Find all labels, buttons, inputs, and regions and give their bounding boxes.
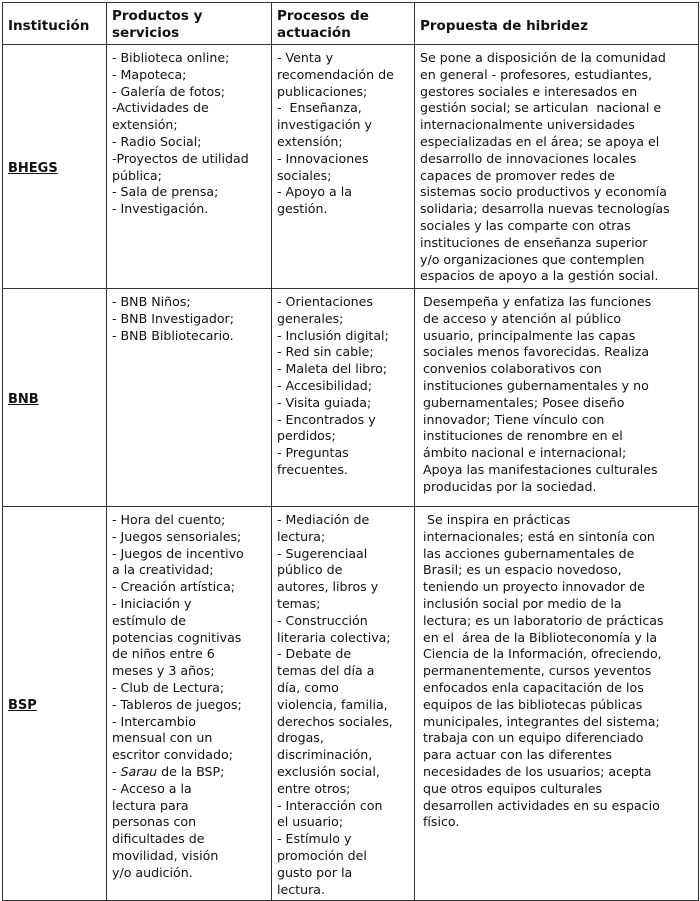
processes-line: temas del día a	[277, 663, 375, 679]
processes-line: investigación y	[277, 117, 372, 133]
products-line: - Intercambio	[112, 713, 196, 729]
products-cell	[107, 45, 272, 289]
processes-line: exclusión social,	[277, 763, 380, 779]
processes-line: autores, libros y	[277, 579, 379, 595]
processes-line: promoción del	[277, 847, 367, 863]
proposal-line: Se pone a disposición de la comunidad	[420, 50, 666, 65]
products-line: movilidad, visión	[112, 847, 219, 863]
processes-line: - Visita guiada;	[277, 394, 372, 410]
processes-line: - Maleta del libro;	[277, 361, 388, 377]
processes-line: publicaciones;	[277, 83, 368, 99]
proposal-line: usuario, principalmente las capas	[423, 327, 636, 343]
proposal-line: Brasil; es un espacio novedoso,	[423, 562, 622, 578]
products-line: - BNB Bibliotecario.	[112, 327, 234, 343]
processes-line: público de	[277, 562, 343, 578]
italic-term: Sarau	[120, 763, 158, 779]
proposal-line: trabaja con un equipo diferenciado	[423, 730, 644, 746]
proposal-line: espacios de apoyo a la gestión social.	[420, 268, 659, 284]
products-line: escritor convidado;	[112, 747, 233, 763]
institutions-table	[2, 2, 699, 901]
products-line	[112, 764, 266, 781]
processes-cell	[272, 289, 415, 507]
processes-line: lectura.	[277, 881, 325, 897]
processes-line: - Sugerenciaal	[277, 545, 368, 561]
proposal-line: Se inspira en prácticas	[423, 512, 571, 527]
products-line: -Proyectos de utilidad	[112, 150, 249, 166]
proposal-cell	[415, 507, 699, 901]
line-part: de la BSP;	[157, 763, 225, 779]
products-line: - Hora del cuento;	[112, 512, 226, 527]
table-row	[3, 289, 699, 507]
processes-line: - Venta y	[277, 50, 334, 65]
processes-line: literaria colectiva;	[277, 629, 391, 645]
products-line: - Biblioteca online;	[112, 50, 230, 65]
proposal-line: instituciones de renombre en el	[423, 428, 623, 444]
proposal-line: inclusión social por medio de la	[423, 595, 622, 611]
products-line: y/o audición.	[112, 864, 193, 880]
proposal-line: gestores sociales e interesados en	[420, 83, 638, 99]
processes-line: lectura;	[277, 528, 326, 544]
processes-line: - Interacción con	[277, 797, 383, 813]
proposal-line: sociales y las comparte con otras	[420, 217, 631, 233]
products-line: dificultades de	[112, 831, 205, 847]
products-line: - Club de Lectura;	[112, 679, 225, 695]
proposal-line: que otros equipos culturales	[423, 780, 603, 796]
proposal-line: lectura; es un laboratorio de prácticas	[423, 612, 664, 628]
products-cell	[107, 289, 272, 507]
proposal-line: en el área de la Biblioteconomía y la	[423, 629, 658, 645]
proposal-line: en general - profesores, estudiantes,	[420, 66, 653, 82]
proposal-line: instituciones de enseñanza superior	[420, 234, 648, 250]
processes-line: - Orientaciones	[277, 294, 373, 309]
proposal-line: equipos de las bibliotecas públicas	[423, 696, 643, 712]
proposal-line: de acceso y atención al público	[423, 310, 622, 326]
proposal-line: solidaria; desarrolla nuevas tecnologías	[420, 201, 670, 217]
processes-line: violencia, familia,	[277, 696, 388, 712]
header-institution: Institución	[3, 3, 107, 45]
products-line: a la creatividad;	[112, 562, 214, 578]
products-line: mensual con un	[112, 730, 213, 746]
header-processes	[272, 3, 415, 45]
header-row	[3, 3, 699, 45]
table-row	[3, 45, 699, 289]
proposal-line: gestión social; se articulan nacional e	[420, 100, 662, 116]
processes-line: - Debate de	[277, 646, 352, 662]
proposal-line: desarrollen actividades en su espacio	[423, 797, 660, 813]
products-line: - BNB Investigador;	[112, 310, 234, 326]
processes-cell	[272, 45, 415, 289]
products-line: - Acceso a la	[112, 780, 192, 796]
processes-cell	[272, 507, 415, 901]
processes-line: - Enseñanza,	[277, 100, 362, 116]
proposal-line: físico.	[423, 814, 460, 830]
processes-line: drogas,	[277, 730, 324, 746]
processes-line: discriminación,	[277, 747, 373, 763]
products-line: personas con	[112, 814, 197, 830]
proposal-line: sistemas socio productivos y economía	[420, 184, 667, 200]
products-line: - Juegos de incentivo	[112, 545, 244, 561]
proposal-line: y/o organizaciones que contemplen	[420, 251, 645, 267]
processes-line: - Encontrados y	[277, 411, 376, 427]
processes-line: sociales;	[277, 167, 332, 183]
products-line: - Creación artística;	[112, 579, 236, 595]
institution-name: BNB	[3, 289, 107, 507]
proposal-line: necesidades de los usuarios; acepta	[423, 763, 652, 779]
proposal-line: gubernamentales; Posee diseño	[423, 394, 625, 410]
processes-line: generales;	[277, 310, 344, 326]
processes-line: gestión.	[277, 201, 328, 217]
processes-line: - Construcción	[277, 612, 368, 628]
processes-line: - Apoyo a la	[277, 184, 352, 200]
products-line: - Radio Social;	[112, 133, 202, 149]
processes-line: - Innovaciones	[277, 150, 369, 166]
proposal-line: instituciones gubernamentales y no	[423, 377, 649, 393]
processes-line: - Preguntas	[277, 445, 349, 461]
processes-line: día, como	[277, 679, 339, 695]
proposal-line: internacionalmente universidades	[420, 117, 635, 133]
proposal-line: Apoya las manifestaciones culturales	[423, 461, 658, 477]
products-line: extensión;	[112, 117, 178, 133]
processes-line: gusto por la	[277, 864, 353, 880]
header-products-line: servicios	[112, 25, 180, 41]
proposal-line: innovador; Tiene vínculo con	[423, 411, 605, 427]
proposal-line: permanentemente, cursos yeventos	[423, 663, 652, 679]
products-line: - Tableros de juegos;	[112, 696, 242, 712]
line-part: -	[112, 763, 121, 779]
proposal-line: capaces de promover redes de	[420, 167, 615, 183]
products-line: pública;	[112, 167, 162, 183]
processes-line: extensión;	[277, 133, 343, 149]
proposal-line: especializadas en el área; se apoya el	[420, 133, 660, 149]
processes-line: recomendación de	[277, 66, 394, 82]
proposal-line: producidas por la sociedad.	[423, 478, 597, 494]
proposal-line: ámbito nacional e internacional;	[423, 445, 627, 461]
products-line: - Sala de prensa;	[112, 184, 219, 200]
header-products-line: Productos y	[112, 8, 203, 24]
products-line: - Juegos sensoriales;	[112, 528, 242, 544]
products-cell	[107, 507, 272, 901]
proposal-line: desarrollo de innovaciones locales	[420, 150, 637, 166]
products-line: meses y 3 años;	[112, 663, 215, 679]
products-line: -Actividades de	[112, 100, 209, 116]
processes-line: - Estímulo y	[277, 831, 352, 847]
institution-name: BHEGS	[3, 45, 107, 289]
proposal-line: enfocados enla capacitación de los	[423, 679, 644, 695]
header-products	[107, 3, 272, 45]
processes-line: - Mediación de	[277, 512, 370, 527]
proposal-line: convenios colaborativos con	[423, 361, 602, 377]
products-line: lectura para	[112, 797, 189, 813]
processes-line: perdidos;	[277, 428, 336, 444]
proposal-line: para actuar con las diferentes	[423, 747, 613, 763]
processes-line: - Inclusión digital;	[277, 327, 389, 343]
processes-line: - Red sin cable;	[277, 344, 374, 360]
products-line: - Iniciación y	[112, 595, 192, 611]
products-line: - Mapoteca;	[112, 66, 187, 82]
products-line: potencias cognitivas	[112, 629, 242, 645]
header-processes-line: Procesos de	[277, 8, 369, 24]
header-processes-line: actuación	[277, 25, 351, 41]
products-line: estímulo de	[112, 612, 186, 628]
processes-line: - Accesibilidad;	[277, 377, 373, 393]
institution-name: BSP	[3, 507, 107, 901]
proposal-cell	[415, 289, 699, 507]
proposal-cell	[415, 45, 699, 289]
proposal-line: teniendo un proyecto innovador de	[423, 579, 645, 595]
processes-line: derechos sociales,	[277, 713, 393, 729]
processes-line: temas;	[277, 595, 321, 611]
header-proposal: Propuesta de hibridez	[415, 3, 699, 45]
products-line: - Galería de fotos;	[112, 83, 225, 99]
products-line: - Investigación.	[112, 201, 209, 217]
products-line: de niños entre 6	[112, 646, 215, 662]
table-row	[3, 507, 699, 901]
proposal-line: Desempeña y enfatiza las funciones	[423, 294, 652, 309]
processes-line: frecuentes.	[277, 461, 348, 477]
proposal-line: sociales menos favorecidas. Realiza	[423, 344, 650, 360]
processes-line: entre otros;	[277, 780, 351, 796]
proposal-line: internacionales; está en sintonía con	[423, 528, 655, 544]
processes-line: el usuario;	[277, 814, 344, 830]
proposal-line: las acciones gubernamentales de	[423, 545, 635, 561]
proposal-line: municipales, integrantes del sistema;	[423, 713, 660, 729]
proposal-line: Ciencia de la Información, ofreciendo,	[423, 646, 662, 662]
products-line: - BNB Niños;	[112, 294, 191, 309]
